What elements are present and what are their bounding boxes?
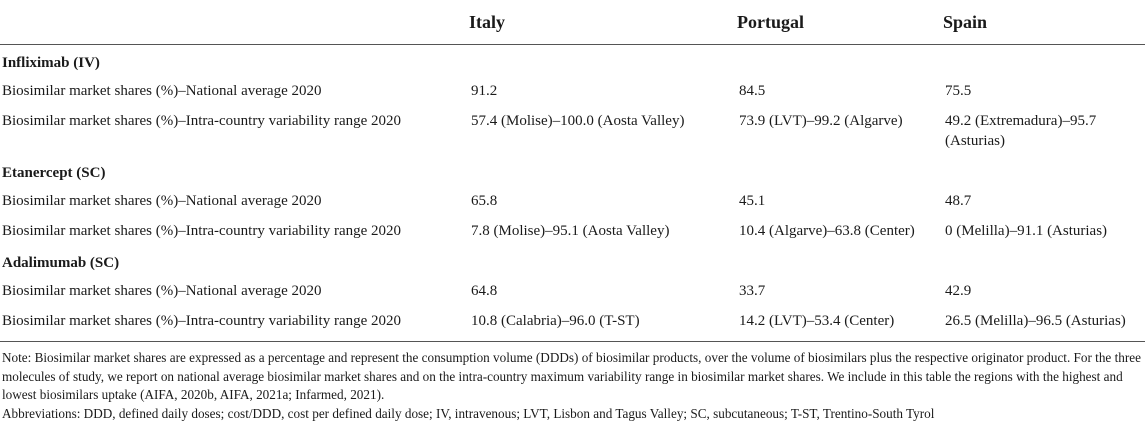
cell-portugal: 14.2 (LVT)–53.4 (Center) — [737, 305, 943, 342]
row-label: Biosimilar market shares (%)–National average 2020 — [2, 283, 322, 299]
row-label: Biosimilar market shares (%)–Intra-country variability range 2020 — [0, 305, 469, 342]
cell-spain: 0 (Melilla)–91.1 (Asturias) — [945, 223, 1108, 239]
cell-spain: 26.5 (Melilla)–96.5 (Asturias) — [943, 305, 1145, 342]
table-row — [0, 75, 1145, 105]
cell-spain: 75.5 — [945, 83, 972, 99]
table-row — [0, 305, 1145, 342]
cell-spain: 48.7 — [945, 193, 972, 209]
table-footnote: Note: Biosimilar market shares are expressed as a percentage and represent the consumption volume (DDDs) of biosimilar products, over the volume of biosimilars plus the respective originator product. For the three molecules of study, we report on national average biosimilar market shares and on the intra-country maximum variability range in biosimilar market shares. We include in this table the regions with the highest and lowest biosimilars uptake (AIFA, 2020b, AIFA, 2021a; Infarmed, 2021). — [2, 350, 1141, 402]
row-label: Biosimilar market shares (%)–National average 2020 — [2, 83, 322, 99]
row-label: Biosimilar market shares (%)–National average 2020 — [2, 193, 322, 209]
cell-italy: 65.8 — [471, 193, 498, 209]
section-row-infliximab — [0, 45, 1145, 76]
table-abbreviations: Abbreviations: DDD, defined daily doses; cost/DDD, cost per defined daily dose; IV, intravenous; LVT, Lisbon and Tagus Valley; SC, subcutaneous; T-ST, Trentino-South Tyrol — [2, 405, 935, 421]
cell-italy: 10.8 (Calabria)–96.0 (T-ST) — [469, 305, 737, 342]
header-blank — [0, 0, 469, 45]
table-row — [0, 275, 1145, 305]
section-row-etanercept — [0, 155, 1145, 185]
section-title: Adalimumab (SC) — [2, 255, 120, 271]
cell-portugal: 84.5 — [739, 83, 766, 99]
section-row-adalimumab — [0, 245, 1145, 275]
section-title: Etanercept (SC) — [2, 165, 106, 181]
row-label: Biosimilar market shares (%)–Intra-country variability range 2020 — [2, 223, 402, 239]
table-row — [0, 215, 1145, 245]
cell-italy: 64.8 — [471, 283, 498, 299]
header-italy: Italy — [469, 0, 737, 45]
cell-portugal: 10.4 (Algarve)–63.8 (Center) — [739, 223, 915, 239]
cell-portugal: 73.9 (LVT)–99.2 (Algarve) — [739, 113, 903, 129]
cell-italy: 91.2 — [471, 83, 498, 99]
header-row — [0, 0, 1145, 45]
cell-spain: 42.9 — [945, 283, 972, 299]
cell-italy: 57.4 (Molise)–100.0 (Aosta Valley) — [471, 113, 685, 129]
cell-spain: 49.2 (Extremadura)–95.7 (Asturias) — [945, 113, 1097, 149]
table-row — [0, 185, 1145, 215]
row-label: Biosimilar market shares (%)–Intra-country variability range 2020 — [2, 113, 402, 129]
cell-portugal: 33.7 — [739, 283, 766, 299]
cell-portugal: 45.1 — [739, 193, 766, 209]
table-row — [0, 105, 1145, 155]
header-portugal: Portugal — [737, 0, 943, 45]
section-title: Infliximab (IV) — [2, 55, 100, 71]
header-spain: Spain — [943, 0, 1145, 45]
cell-italy: 7.8 (Molise)–95.1 (Aosta Valley) — [471, 223, 670, 239]
